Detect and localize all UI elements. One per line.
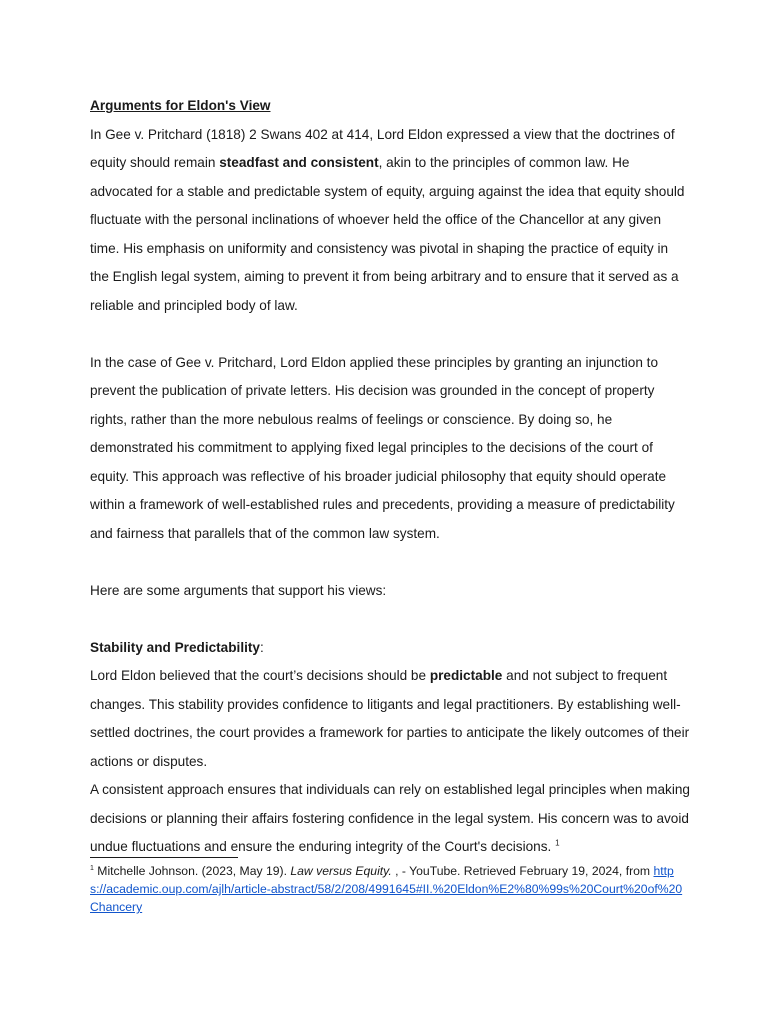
section-heading: Arguments for Eldon's View <box>90 98 271 113</box>
paragraph-5 <box>90 776 690 862</box>
paragraph-4-bold: predictable <box>429 668 503 683</box>
paragraph-1-text-start: In Gee v. Pritchard (1818) 2 Swans 402 at 414, Lord Eldon expressed a view that the doctrines of equity should remain <box>90 126 675 170</box>
footnote-separator <box>90 857 238 858</box>
paragraph-2: In the case of Gee v. Pritchard, Lord Eldon applied these principles by granting an injunction to prevent the publication of private letters. His decision was grounded in the concept of property rights, rather than the more nebulous realms of feelings or conscience. By doing so, he demonstrated his commitment to applying fixed legal principles to the decisions of the court of equity. This approach was reflective of his broader judicial philosophy that equity should operate within a framework of well-established rules and precedents, providing a measure of predictability and fairness that parallels that of the common law system. <box>90 354 675 541</box>
paragraph-4-text-start: Lord Eldon believed that the court’s decisions should be <box>90 668 430 683</box>
paragraph-3: Here are some arguments that support his views: <box>90 582 387 598</box>
document-body <box>90 92 690 862</box>
footnote-link[interactable]: https://academic.oup.com/ajlh/article-abstract/58/2/208/4991645#II.%20Eldon%E2%80%99s%20Court%20of%20Chancery <box>90 864 683 915</box>
subheading-colon: : <box>259 639 264 655</box>
paragraph-1 <box>90 121 690 321</box>
paragraph-4 <box>90 662 690 776</box>
paragraph-gap <box>90 548 690 577</box>
paragraph-gap <box>90 605 690 634</box>
footnote-mark: 1 <box>90 864 94 872</box>
subheading <box>90 634 690 663</box>
paragraph-1-text-end: , akin to the principles of common law. He advocated for a stable and predictable system of equity, arguing against the idea that equity should fluctuate with the personal inclinations of whoever held the office of the Chancellor at any given time. His emphasis on uniformity and consistency was pivotal in shaping the practice of equity in the English legal system, aiming to prevent it from being arbitrary and to ensure that it served as a reliable and principled body of law. <box>90 155 685 313</box>
paragraph-1-bold: steadfast and consistent <box>219 155 379 170</box>
subheading-bold: Stability and Predictability <box>90 639 260 655</box>
paragraph-5-text: A consistent approach ensures that individuals can rely on established legal principles when making decisions or planning their affairs fostering confidence in the legal system. His concern was to avoid undue fluctuations and ensure the enduring integrity of the Court's decisions. <box>90 782 690 854</box>
footnote-title: Law versus Equity. <box>290 864 392 878</box>
footnote-source: , - YouTube. Retrieved February 19, 2024, from <box>391 864 654 878</box>
footnote <box>90 862 690 917</box>
paragraph-4-text-end: and not subject to frequent changes. This stability provides confidence to litigants and legal practitioners. By establishing well-settled doctrines, the court provides a framework for parties to anticipate the likely outcomes of their actions or disputes. <box>90 668 690 769</box>
footnote-reference[interactable]: 1 <box>555 838 560 848</box>
footnote-author: Mitchelle Johnson. (2023, May 19). <box>93 864 291 878</box>
paragraph-gap <box>90 320 690 349</box>
